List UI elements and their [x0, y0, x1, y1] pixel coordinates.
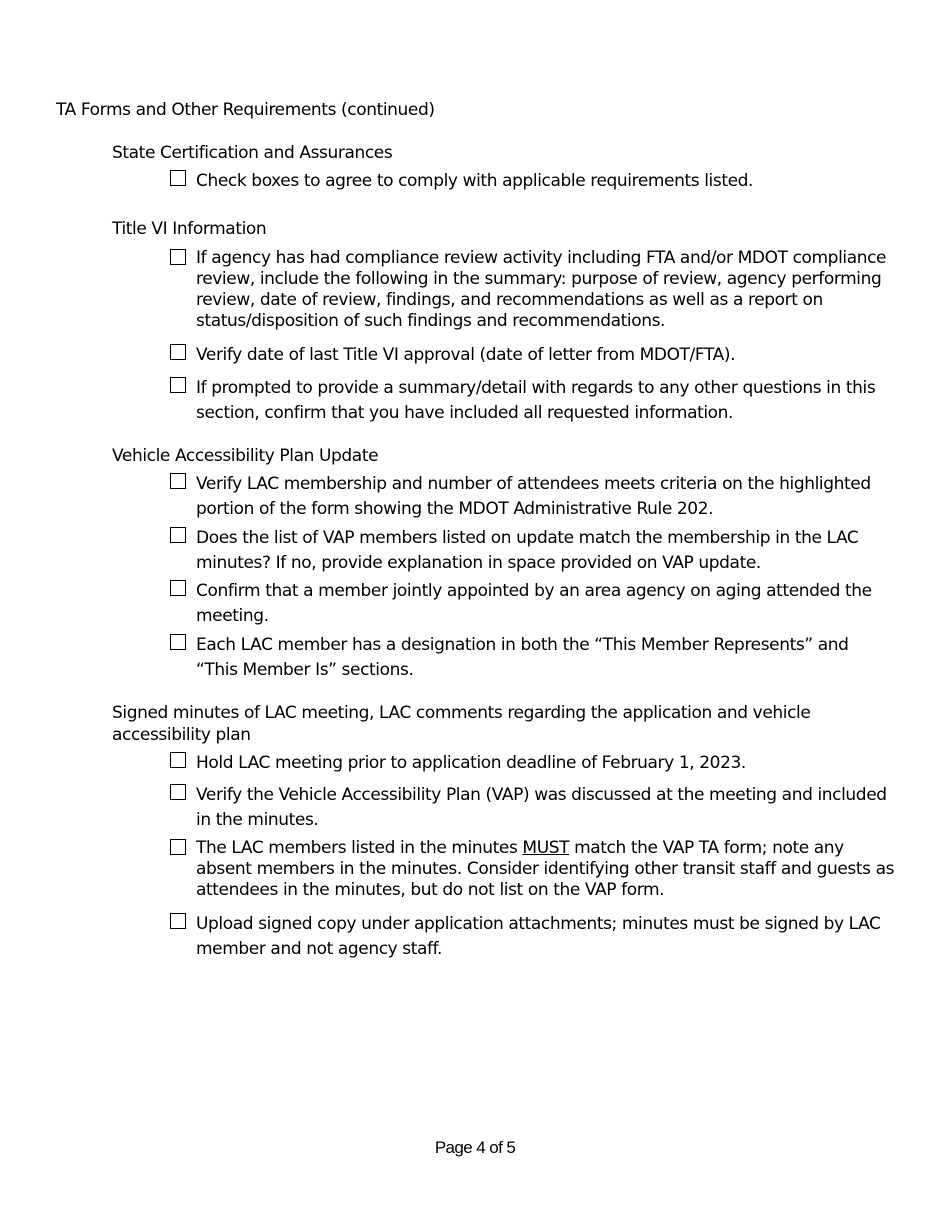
item-text-before: The LAC members listed in the minutes [196, 838, 523, 858]
checkbox[interactable] [170, 913, 186, 929]
checklist-item [170, 783, 895, 833]
checklist-item-text: If agency has had compliance review activity including FTA and/or MDOT compliance review, include the following in the summary: purpose of review, agency performing review, date of review, findings, and recommendations as well as a report on status/disposition of such findings and recommendations. [196, 248, 887, 331]
checkbox[interactable] [170, 752, 186, 768]
checklist-item-text: Confirm that a member jointly appointed by an area agency on aging attended the meeting. [196, 581, 872, 626]
checklist-item [170, 169, 895, 194]
checklist-item-text: Check boxes to agree to comply with applicable requirements listed. [196, 171, 754, 191]
page-number: Page 4 of 5 [434, 1138, 516, 1157]
checklist-item [170, 343, 895, 368]
checklist-item-text: If prompted to provide a summary/detail with regards to any other questions in this section, confirm that you have included all requested information. [196, 378, 876, 423]
checkbox[interactable] [170, 839, 186, 855]
checklist-item-text: Hold LAC meeting prior to application deadline of February 1, 2023. [196, 753, 746, 773]
checklist-item [170, 472, 895, 522]
checkbox[interactable] [170, 344, 186, 360]
checklist-item-text: Each LAC member has a designation in both the “This Member Represents” and “This Member Is” sections. [196, 635, 849, 680]
checkbox[interactable] [170, 249, 186, 265]
checklist-item [170, 912, 895, 962]
checkbox[interactable] [170, 170, 186, 186]
section-heading-vap-update: Vehicle Accessibility Plan Update [112, 446, 379, 466]
checkbox[interactable] [170, 377, 186, 393]
checklist-item-text: Verify date of last Title VI approval (date of letter from MDOT/FTA). [196, 345, 736, 365]
section-heading-title-vi: Title VI Information [112, 219, 267, 239]
checkbox[interactable] [170, 473, 186, 489]
checklist-item [170, 248, 895, 332]
checklist-item-text: Verify LAC membership and number of attendees meets criteria on the highlighted portion of the form showing the MDOT Administrative Rule 202. [196, 474, 871, 519]
checklist-item-text: Upload signed copy under application attachments; minutes must be signed by LAC member and not agency staff. [196, 914, 881, 959]
checklist-item [170, 838, 895, 901]
section-heading-state-certification: State Certification and Assurances [112, 143, 393, 163]
section-heading-signed-minutes: Signed minutes of LAC meeting, LAC comments regarding the application and vehicle accessibility plan [112, 703, 811, 745]
must-emphasis: MUST [522, 838, 570, 858]
checklist-item-text [196, 838, 895, 901]
item-text-after: match the VAP TA form; note any absent members in the minutes. Consider identifying other transit staff and guests as attendees in the minutes, but do not list on the VAP form. [196, 838, 895, 900]
checkbox[interactable] [170, 527, 186, 543]
checklist-item-text: Verify the Vehicle Accessibility Plan (VAP) was discussed at the meeting and included in the minutes. [196, 785, 887, 830]
document-title: TA Forms and Other Requirements (continued) [56, 100, 435, 120]
checklist-item [170, 526, 895, 576]
checklist-item [170, 579, 895, 629]
checklist-item [170, 751, 895, 776]
checkbox[interactable] [170, 784, 186, 800]
checklist-item [170, 376, 895, 426]
checkbox[interactable] [170, 634, 186, 650]
checklist-item [170, 633, 895, 683]
checklist-item-text: Does the list of VAP members listed on update match the membership in the LAC minutes? If no, provide explanation in space provided on VAP update. [196, 528, 859, 573]
checkbox[interactable] [170, 580, 186, 596]
